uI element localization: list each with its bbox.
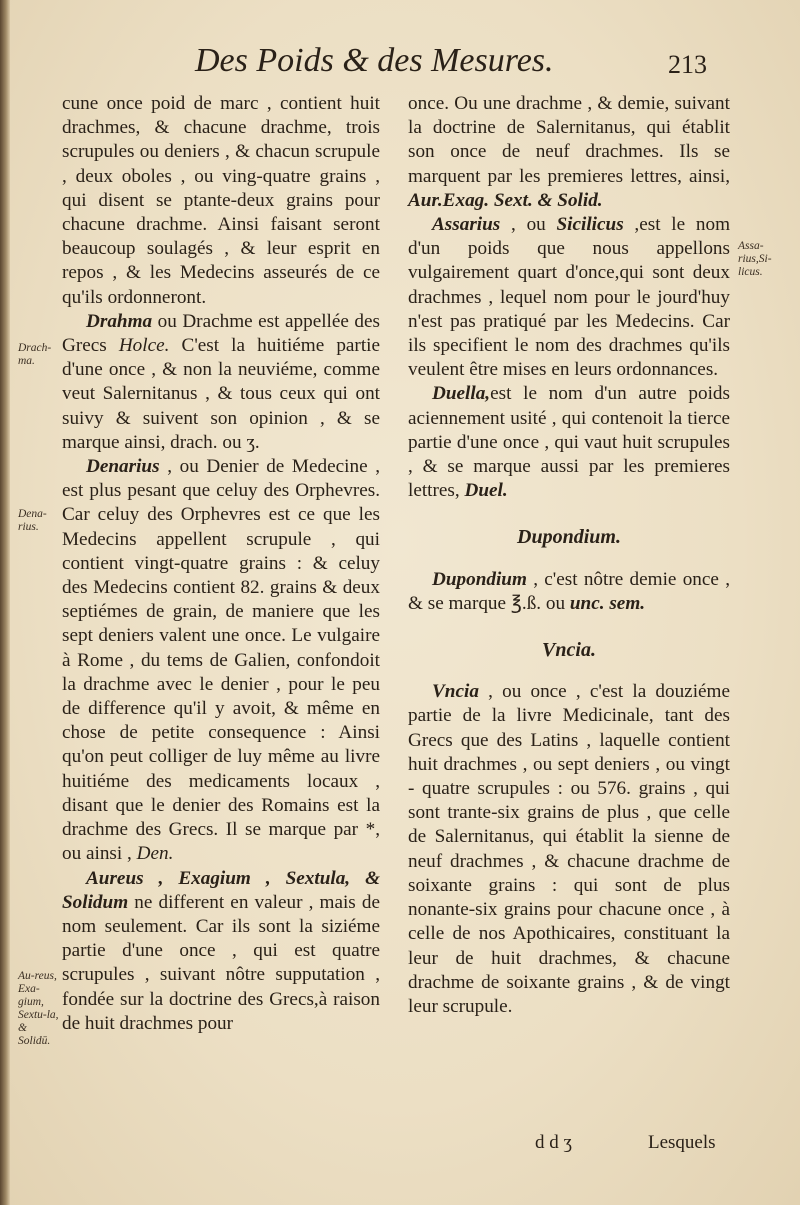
paragraph-dupondium: Dupondium , c'est nôtre demie once , & se marque ℥.ß. ou unc. sem. xyxy=(408,568,730,614)
right-text-column xyxy=(408,92,730,1019)
paragraph-assarius: Assarius , ou Sicilicus ,est le nom d'un poids que nous appellons vulgairement quart d'once,qui sont deux drachmes , lequel nom pour le jourd'huy n'est pas pratiqué par les Medecins. Car ils specifient le nom des drachmes qu'ils veulent être mises en leurs ordonnances. xyxy=(408,214,730,381)
abbr-den: Den. xyxy=(136,843,174,865)
term-duella: Duella, xyxy=(432,383,491,405)
margin-note-assarius: Assa-rius,Si-licus. xyxy=(738,240,772,278)
paragraph-intro: cune once poid de marc , contient huit drachmes, & chacune drachme, trois scrupules ou deniers , & chacun scrupule , deux oboles , ou ving-quatre grains , qui disent se ptante-deux grains pour chacune drachme. Ainsi faisant seront beaucoup soulagés , & leur esprit en repos , & les Medecins asseurés de ce qu'ils ordonneront. xyxy=(62,93,380,308)
paragraph-continuation: once. Ou une drachme , & demie, suivant la doctrine de Salernitanus, qui établit son once de neuf drachmes. Ils se marquent par les premieres lettres, ainsi, Aur.Exag. Sext. & Solid. xyxy=(408,93,730,211)
term-denarius: Denarius xyxy=(86,456,160,478)
term-aureus: Aureus , Exagium , Sextula, & Solidum xyxy=(62,867,380,913)
abbr-duel: Duel. xyxy=(464,480,508,502)
paragraph-vncia: Vncia , ou once , c'est la douziéme partie de la livre Medicinale, tant des Grecs que des Latins , laquelle contient huit drachmes , ou sept deniers , ou vingt - quatre scrupules : ou 576. grains , qui sont trante-six grains de plus , que celle de Salernitanus, qui établit la sienne de neuf drachmes , & chacune drachme de soixante grains : qui sont de plus nonante-six grains pour chacune once , à celle de nos Apothicaires, constituant la leur de huit drachmes, & chacune drachme de soixante grains , & de vingt leur scrupule. xyxy=(408,681,730,1017)
term-sicilicus: Sicilicus xyxy=(556,214,624,236)
catchword: Lesquels xyxy=(648,1132,716,1153)
margin-note-aureus: Au-reus, Exa-gium, Sextu-la, & Solidū. xyxy=(18,970,59,1047)
term-vncia: Vncia xyxy=(432,681,479,703)
term-assarius: Assarius xyxy=(432,214,501,236)
margin-note-denarius: Dena-rius. xyxy=(18,508,47,533)
paragraph-duella: Duella,est le nom d'un autre poids aciennement usité , qui contenoit la tierce partie d'une once , qui vaut huit scrupules , & se marque aussi par les premieres lettres, Duel. xyxy=(408,383,730,502)
section-heading-vncia: Vncia. xyxy=(542,639,596,662)
page-number: 213 xyxy=(668,50,707,79)
running-header-title: Des Poids & des Mesures. xyxy=(195,42,554,79)
book-binding-edge xyxy=(0,0,10,1205)
margin-note-drachma: Drach-ma. xyxy=(18,342,52,367)
paragraph-drachma: Drahma ou Drachme est appellée des Grecs Holce. C'est la huitiéme partie d'une once , & non la neuviéme, comme veut Salernitanus , & tous ceux qui ont suivy & suivent son opinion , & se marque ainsi, drach. ou ʒ. xyxy=(62,310,380,453)
abbr-aureus: Aur.Exag. Sext. & Solid. xyxy=(408,189,603,211)
term-drachma: Drahma xyxy=(86,310,153,332)
term-dupondium: Dupondium xyxy=(432,568,527,590)
section-heading-dupondium: Dupondium. xyxy=(517,526,621,549)
paragraph-denarius: Denarius , ou Denier de Medecine , est plus pesant que celuy des Orphevres. Car celuy des Orphevres est ce que les Medecins appellent scrupule , qui contient vingt-quatre grains : & celuy des Medecins contient 82. grains & deux septiémes de grain, de maniere que les sept deniers valent une once. Le vulgaire à Rome , du tems de Galien, confondoit la drachme avec le denier , pour le peu de difference qu'il y avoit, & même en chose de petite consequence : Ainsi qu'on peut colliger de luy même au livre huitiéme des medicaments locaux , disant que le denier des Romains est la drachme des Grecs. Il se marque par *, ou ainsi , Den. xyxy=(62,456,380,865)
abbr-unc-sem: unc. sem. xyxy=(569,592,646,614)
term-holce: Holce. xyxy=(118,335,170,357)
signature-mark: d d ʒ xyxy=(535,1132,572,1153)
left-text-column xyxy=(62,92,380,1036)
paragraph-aureus: Aureus , Exagium , Sextula, & Solidum ne different en valeur , mais de nom seulement. Car ils sont la siziéme partie d'une once , qui est quatre scrupules , suivant nôtre supputation , fondée sur la doctrine des Grecs,à raison de huit drachmes pour xyxy=(62,867,380,1034)
